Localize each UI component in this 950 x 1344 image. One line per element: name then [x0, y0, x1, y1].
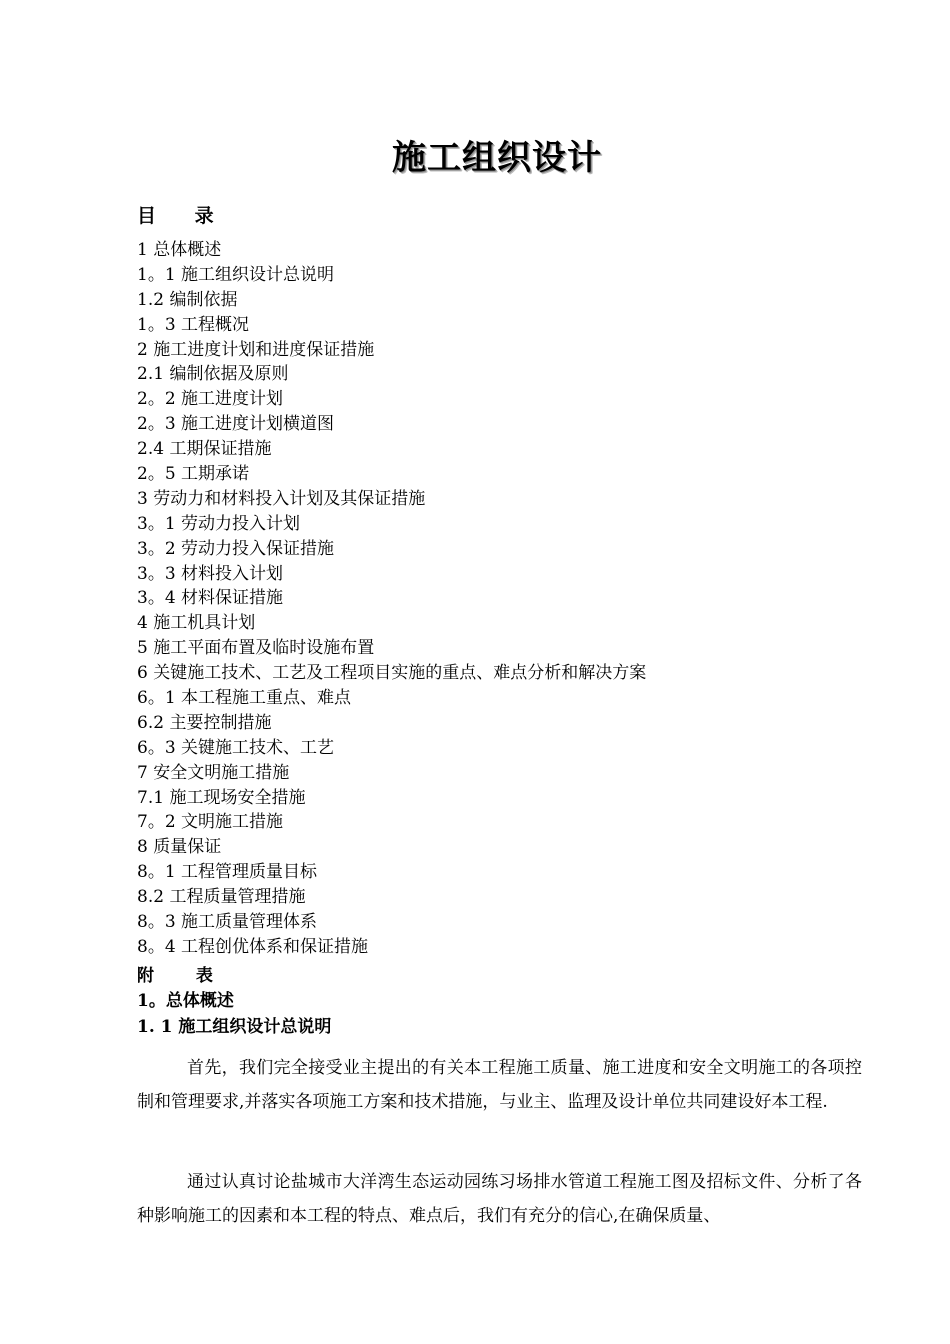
toc-item: 7。2 文明施工措施 [137, 812, 284, 833]
toc-item: 1.2 编制依据 [137, 289, 238, 310]
toc-item: 3 劳动力和材料投入计划及其保证措施 [137, 488, 426, 509]
toc-item: 6 关键施工技术、工艺及工程项目实施的重点、难点分析和解决方案 [137, 663, 647, 684]
toc-item: 1 总体概述 [137, 240, 222, 260]
toc-item: 8。1 工程管理质量目标 [137, 862, 318, 883]
toc-item: 1。1 施工组织设计总说明 [137, 264, 335, 285]
toc-item: 5 施工平面布置及临时设施布置 [137, 638, 375, 659]
toc-item: 3。1 劳动力投入计划 [137, 513, 301, 534]
body-paragraph: 首先，我们完全接受业主提出的有关本工程施工质量、施工进度和安全文明施工的各项控制和管理要求,并落实各项施工方案和技术措施，与业主、监理及设计单位共同建设好本工程. [137, 1058, 862, 1112]
body-paragraph: 通过认真讨论盐城市大洋湾生态运动园练习场排水管道工程施工图及招标文件、分析了各种影响施工的因素和本工程的特点、难点后，我们有充分的信心,在确保质量、 [137, 1172, 862, 1226]
toc-item: 3。2 劳动力投入保证措施 [137, 538, 335, 559]
toc-item: 8 质量保证 [137, 837, 222, 858]
toc-item: 3。4 材料保证措施 [137, 588, 284, 609]
toc-item: 8。4 工程创优体系和保证措施 [137, 936, 369, 957]
section-heading: 1。总体概述 [137, 991, 234, 1011]
toc-item: 2 施工进度计划和进度保证措施 [137, 339, 375, 360]
toc-item: 6.2 主要控制措施 [137, 712, 272, 733]
toc-item: 2。2 施工进度计划 [137, 389, 284, 410]
appendix-heading: 附 表 [137, 966, 231, 986]
toc-item: 2。3 施工进度计划横道图 [137, 414, 335, 435]
toc-item: 8。3 施工质量管理体系 [137, 912, 318, 933]
toc-heading: 目 录 [137, 205, 230, 227]
toc-item: 7.1 施工现场安全措施 [137, 787, 306, 808]
toc-item: 3。3 材料投入计划 [137, 563, 284, 584]
subsection-heading: 1. 1 施工组织设计总说明 [137, 1017, 332, 1037]
toc-item: 1。3 工程概况 [137, 314, 250, 335]
toc-item: 2.4 工期保证措施 [137, 439, 272, 460]
toc-item: 6。3 关键施工技术、工艺 [137, 737, 335, 758]
toc-item: 4 施工机具计划 [137, 613, 256, 634]
toc-item: 8.2 工程质量管理措施 [137, 887, 306, 908]
table-of-contents [137, 238, 877, 960]
toc-item: 7 安全文明施工措施 [137, 762, 290, 783]
toc-item: 6。1 本工程施工重点、难点 [137, 688, 352, 709]
document-title: 施工组织设计 [392, 138, 602, 178]
toc-item: 2。5 工期承诺 [137, 464, 250, 485]
toc-item: 2.1 编制依据及原则 [137, 364, 289, 385]
